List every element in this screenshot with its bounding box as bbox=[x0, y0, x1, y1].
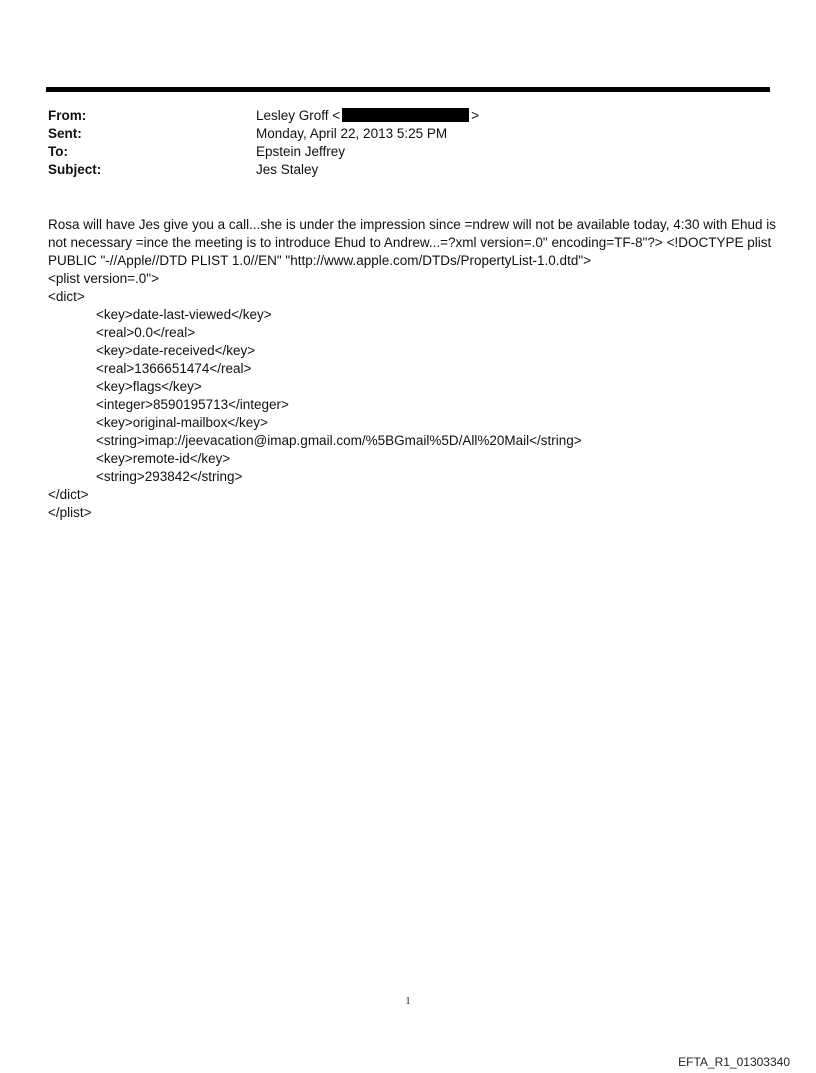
from-name: Lesley Groff < bbox=[256, 108, 341, 123]
body-paragraph: Rosa will have Jes give you a call...she is under the impression since =ndrew will not be available today, 4:30 with Ehud is not necessary =ince the meeting is to introduce Ehud to Andrew...=?xml version=.0" encoding=TF-8"?> <!DOCTYPE plist PUBLIC "-//Apple//DTD PLIST 1.0//EN" "http://www.apple.com/DTDs/PropertyList-1.0.dtd"> bbox=[48, 217, 777, 268]
to-label: To: bbox=[48, 144, 68, 159]
plist-line: <key>remote-id</key> bbox=[96, 451, 231, 466]
plist-line: </dict> bbox=[48, 487, 89, 502]
plist-line: <string>293842</string> bbox=[96, 469, 243, 484]
plist-line: <real>0.0</real> bbox=[96, 325, 196, 340]
sent-value: Monday, April 22, 2013 5:25 PM bbox=[256, 126, 448, 141]
plist-line: <key>original-mailbox</key> bbox=[96, 415, 268, 430]
to-row bbox=[48, 143, 748, 161]
subject-label: Subject: bbox=[48, 162, 102, 177]
plist-line: <plist version=.0"> bbox=[48, 271, 159, 286]
email-body bbox=[48, 216, 776, 522]
sent-row bbox=[48, 125, 748, 143]
plist-line: <key>date-last-viewed</key> bbox=[96, 307, 272, 322]
plist-line: <key>flags</key> bbox=[96, 379, 202, 394]
plist-line: <dict> bbox=[48, 289, 85, 304]
plist-line: <real>1366651474</real> bbox=[96, 361, 252, 376]
redaction-block bbox=[342, 108, 469, 122]
subject-value: Jes Staley bbox=[256, 162, 319, 177]
from-value bbox=[256, 107, 748, 125]
document-id: EFTA_R1_01303340 bbox=[678, 1055, 790, 1069]
from-suffix: > bbox=[471, 108, 480, 123]
to-value: Epstein Jeffrey bbox=[256, 144, 346, 159]
from-row bbox=[48, 107, 748, 125]
plist-line: <key>date-received</key> bbox=[96, 343, 256, 358]
plist-line: <string>imap://jeevacation@imap.gmail.com/%5BGmail%5D/All%20Mail</string> bbox=[96, 433, 582, 448]
plist-line: </plist> bbox=[48, 505, 92, 520]
email-header bbox=[48, 107, 748, 179]
plist-line: <integer>8590195713</integer> bbox=[96, 397, 289, 412]
page-number: 1 bbox=[405, 996, 411, 1007]
subject-row bbox=[48, 161, 748, 179]
from-label: From: bbox=[48, 108, 87, 123]
header-divider bbox=[46, 87, 770, 92]
sent-label: Sent: bbox=[48, 126, 82, 141]
